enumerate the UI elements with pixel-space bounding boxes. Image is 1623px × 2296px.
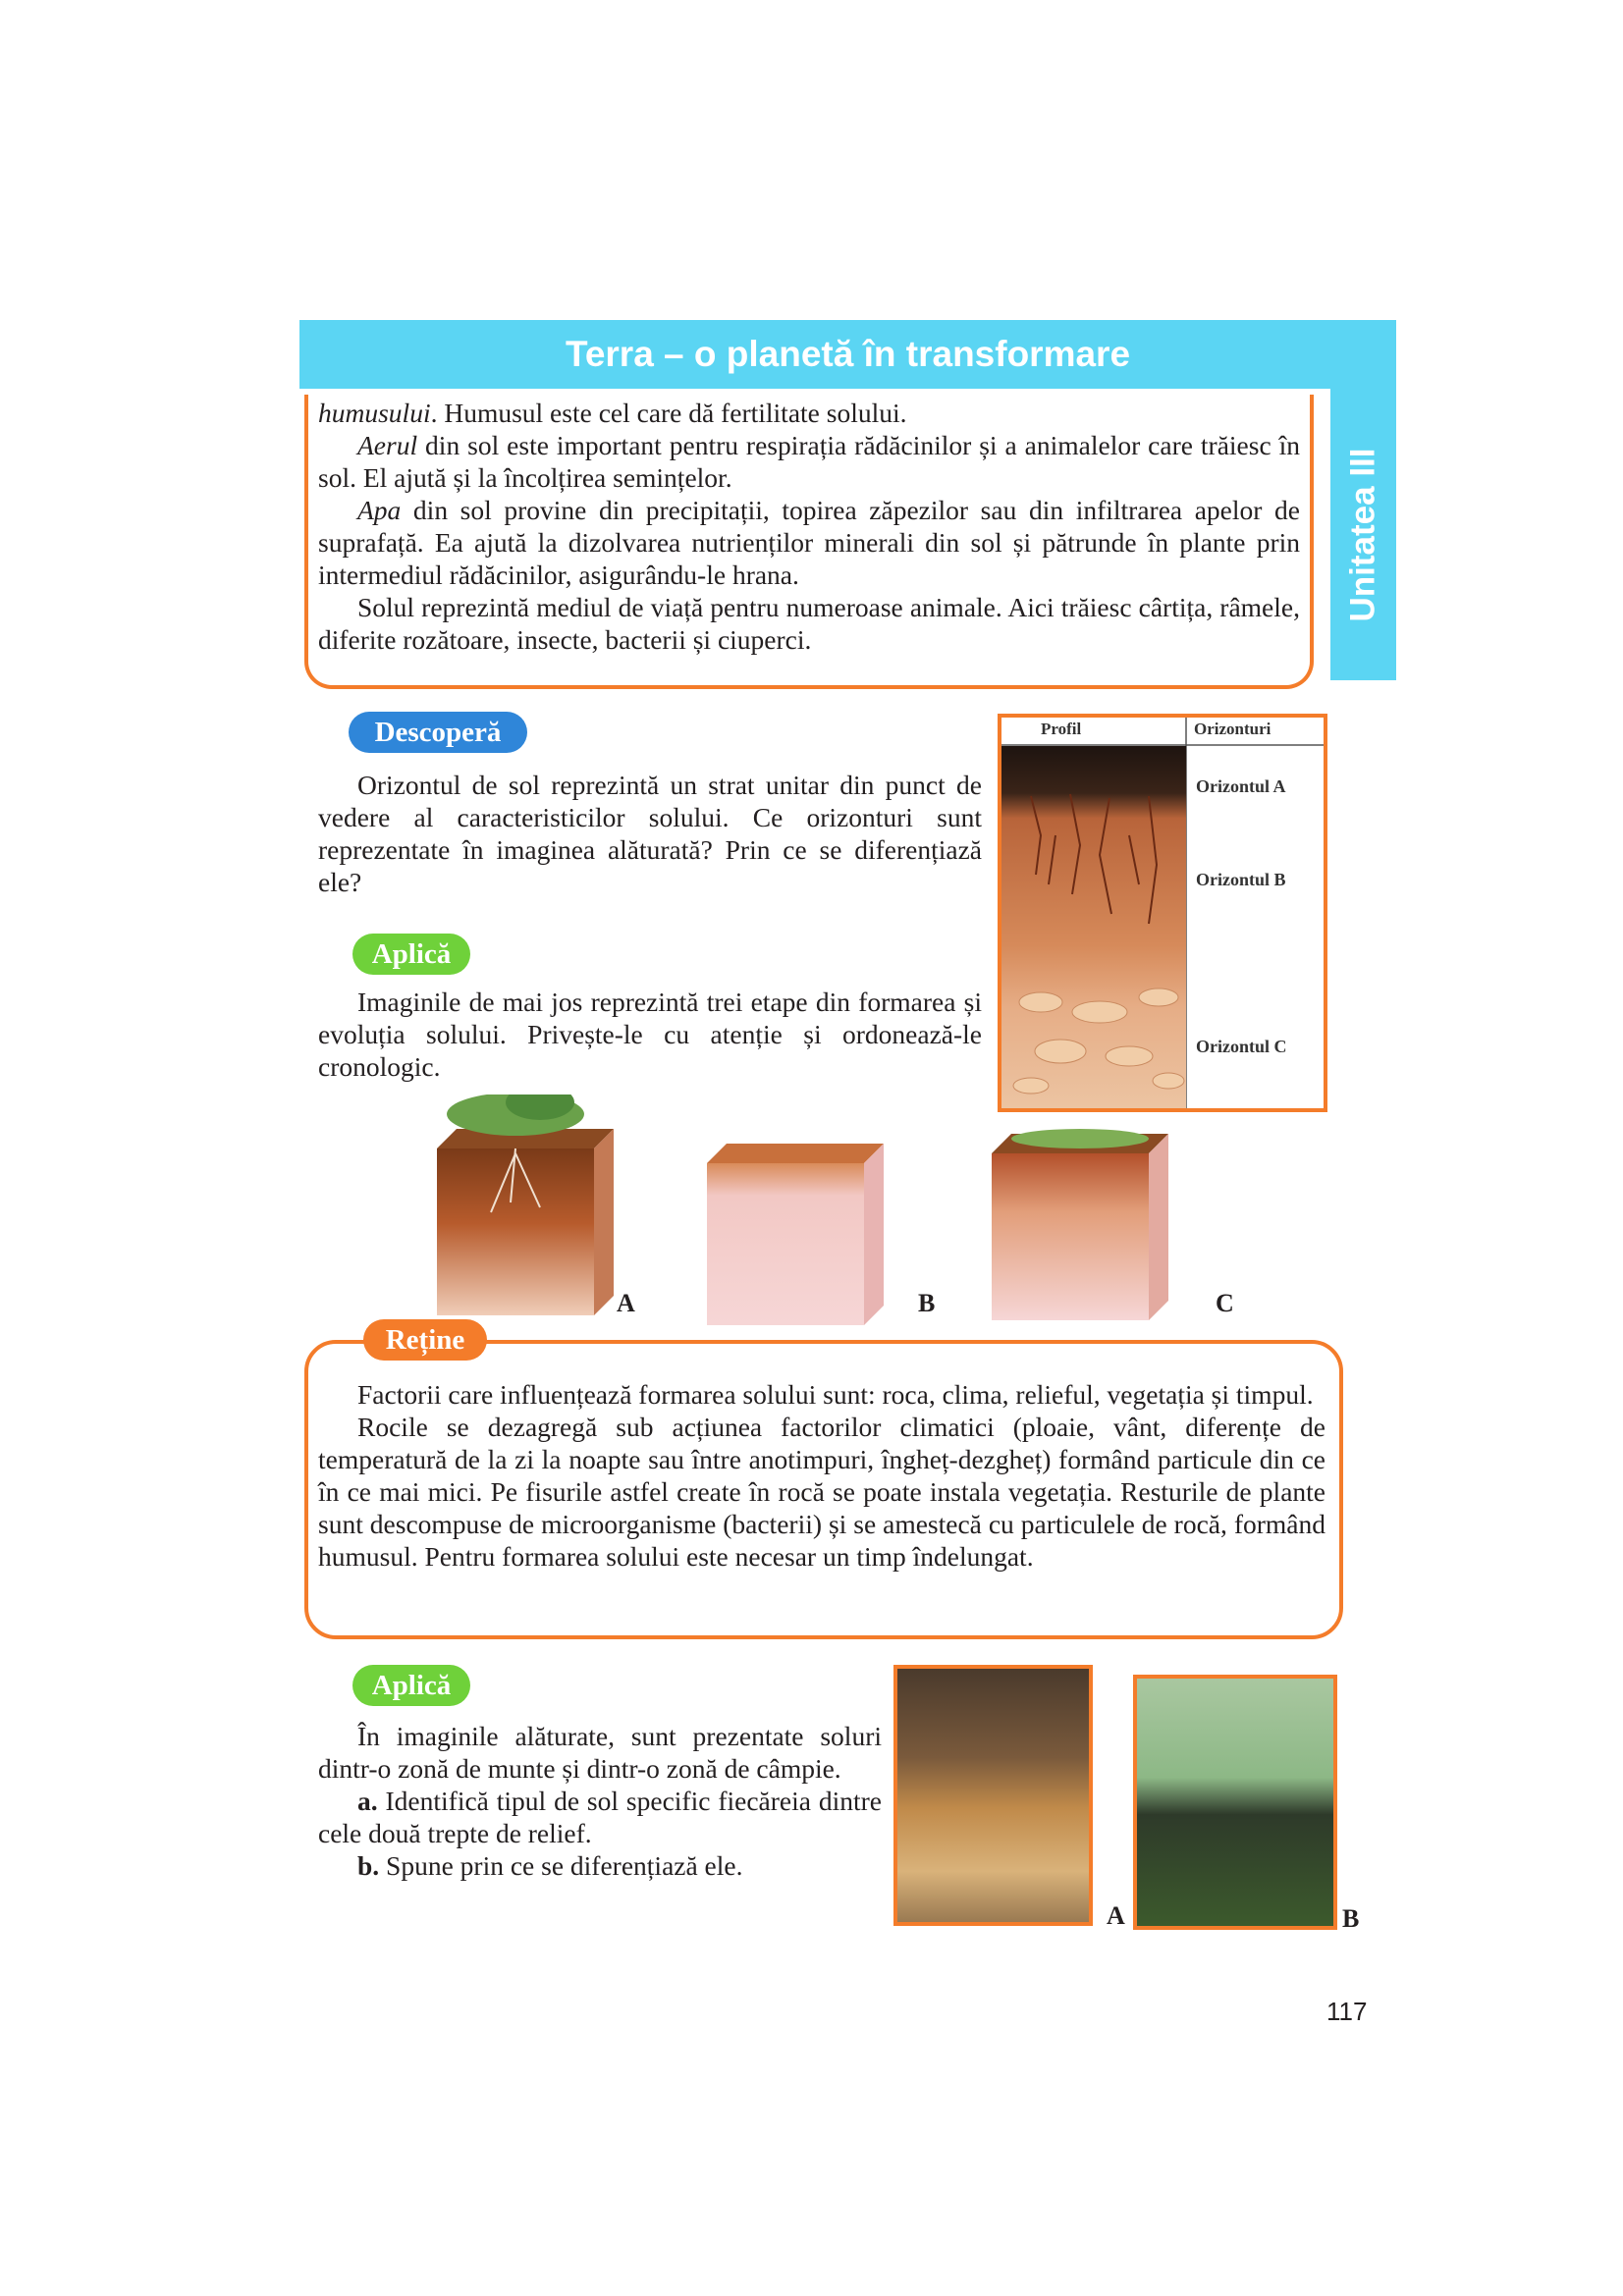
orizonturi-heading: Orizonturi [1194,720,1271,738]
unit-label: Unitatea III [1343,448,1382,621]
block-label-a: A [617,1289,635,1317]
aplica-text: Imaginile de mai jos reprezintă trei etape din formarea și evoluția solului. Privește-le cu atenție și ordonează-le cronologic. [318,987,982,1082]
plain-soil-photo [1133,1675,1337,1930]
paragraph: Solul reprezintă mediul de viață pentru numeroase animale. Aici trăiesc cârtița, râmele, diferite rozătoare, insecte, bacterii și ciuperci. [318,592,1300,655]
block-label-c: C [1216,1289,1234,1317]
page-title: Terra – o planetă în transformare [565,334,1131,374]
paragraph: Apa din sol provine din precipitații, topirea zăpezilor sau din infiltrarea apelor de suprafață. Ea ajută la dizolvarea nutrienților minerali din sol și pătrunde în plante prin intermediul rădăcinilor, asigurându-le hrana. [318,495,1300,590]
retine-tag: Reține [363,1319,487,1361]
photo-label-a: A [1107,1901,1125,1930]
top-box-text [318,397,1300,656]
aplica-tag: Aplică [352,934,470,975]
page-number: 117 [1326,1997,1368,2026]
photo-label-b: B [1342,1904,1360,1933]
retine-text [318,1378,1325,1573]
profil-heading: Profil [1041,720,1082,738]
descopera-text: Orizontul de sol reprezintă un strat unitar din punct de vedere al caracteristicilor solului. Ce orizonturi sunt reprezentate în imaginea alăturată? Prin ce se diferențiază ele? [318,770,982,897]
block-a [437,1095,614,1315]
paragraph: humusului. Humusul este cel care dă fertilitate solului. [318,398,907,428]
block-b [707,1144,884,1325]
aplica2-text: În imaginile alăturate, sunt prezentate soluri dintr-o zonă de munte și dintr-o zonă de câmpie. a. Identifică tipul de sol specific fiecăreia dintre cele două trepte de relief. b. Spune prin ce se diferențiază ele. [318,1721,882,1881]
horizon-b-label: Orizontul B [1196,870,1286,889]
horizon-a-label: Orizontul A [1196,776,1286,796]
soil-formation-blocks-image [422,1095,1227,1325]
horizon-c-label: Orizontul C [1196,1037,1287,1056]
aplica-tag-2: Aplică [352,1665,470,1706]
soil-profile-figure [998,714,1327,1112]
paragraph: Aerul din sol este important pentru respirația rădăcinilor și a animalelor care trăiesc în sol. El ajută și la încolțirea semințelor. [318,430,1300,493]
descopera-tag: Descoperă [349,712,527,753]
paragraph: Factorii care influențează formarea solului sunt: roca, clima, relieful, vegetația și timpul. [357,1379,1314,1410]
block-c [992,1129,1168,1320]
block-label-b: B [918,1289,936,1317]
mountain-soil-photo [893,1665,1093,1926]
paragraph: Rocile se dezagregă sub acțiunea factorilor climatici (ploaie, vânt, diferențe de temperatură de la zi la noapte sau între anotimpuri, îngheț-dezgheț) formând particule din ce în ce mai mici. Pe fisurile astfel create în rocă se poate instala vegetația. Resturile de plante sunt descompuse de microorganisme (bacterii) și se amestecă cu particulele de rocă, formând humusul. Pentru formarea solului este necesar un timp îndelungat. [318,1412,1325,1572]
